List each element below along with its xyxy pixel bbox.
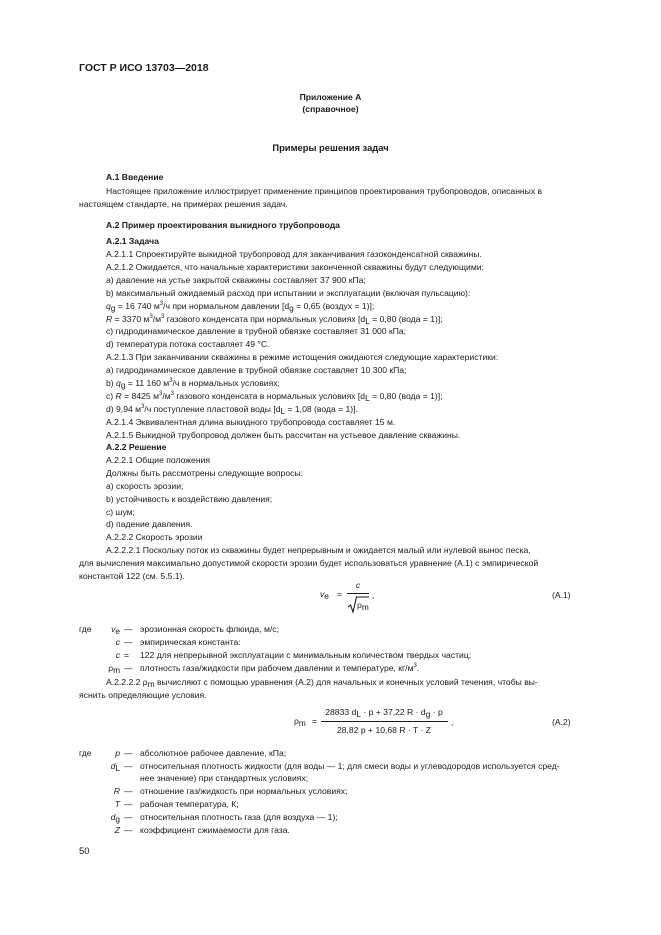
a212-item-c: c) гидродинамическое давление в трубной обвязке составляет 31 000 кПа;: [106, 326, 407, 336]
text: = 8425 м: [121, 391, 159, 401]
text: газового конденсата при нормальных условиях [d: [164, 314, 366, 324]
subscript: g: [120, 380, 126, 390]
subscript: m: [298, 718, 306, 728]
symbol: q: [116, 378, 121, 388]
text: 28833 d: [325, 707, 357, 717]
subscript: e: [115, 626, 120, 636]
a214-text: А.2.1.4 Эквивалентная длина выкидного трубопровода составляет 15 м.: [106, 417, 396, 427]
subscript: g: [425, 709, 431, 719]
where-symbol: [100, 825, 120, 836]
where-dash: —: [124, 799, 133, 809]
subscript: L: [115, 763, 120, 773]
text: = 11 160 м: [125, 378, 170, 388]
where-symbol: [100, 799, 120, 810]
where-symbol: [100, 663, 120, 674]
a221-item-c: c) шум;: [106, 507, 135, 517]
where-text: плотность газа/жидкости при рабочем давлении и температуре, $кг/м^3$.: [140, 663, 420, 673]
text: · p + 37,22 R · d: [360, 707, 426, 717]
where-text: коэффициент сжимаемости для газа.: [140, 825, 290, 835]
a2221-line3: константой 122 (см. 5.5.1).: [79, 571, 185, 581]
where-text: эрозионная скорость флюида, м/с;: [140, 624, 279, 634]
where-text-continued: нее значение) при стандартных условиях;: [140, 773, 309, 783]
eq-a1-fraction-bar: [347, 593, 369, 594]
text: = 0,65 (воздух = 1)];: [293, 301, 375, 311]
where-dash: —: [124, 663, 133, 673]
eq-a1-label: (А.1): [552, 590, 571, 600]
subscript: e: [324, 591, 329, 601]
where-pre: где: [79, 748, 92, 758]
symbol: v: [111, 624, 116, 634]
a213-item-c: c) R = 8425 $м^3/м^3$ газового конденсата в нормальных условиях [dL = 0,80 (вода = 1)];: [106, 391, 443, 403]
eq-a2-fraction-bar: [321, 721, 448, 722]
text: = 1,08 (вода = 1)].: [285, 404, 358, 414]
eq-a2-equals: =: [312, 716, 318, 726]
text: = 16 740 м: [115, 301, 160, 311]
a2221-line1: А.2.2.2.1 Поскольку поток из скважины будет непрерывным и ожидается малый или нулевой вынос песка,: [106, 545, 531, 555]
symbol: T: [114, 799, 120, 809]
where-dash: —: [124, 761, 133, 771]
appendix-heading: Примеры решения задач: [272, 142, 389, 153]
symbol: d: [110, 761, 116, 771]
a2222-line2: яснить определяющие условия.: [79, 690, 207, 700]
where-dash: =: [124, 650, 130, 660]
text: c): [106, 391, 116, 401]
eq-a1-denominator: [357, 600, 369, 610]
subscript: g: [110, 303, 116, 313]
eq-a2-numerator: [320, 707, 448, 717]
subscript: g: [115, 814, 120, 824]
text: = 0,80 (вода = 1)];: [369, 314, 443, 324]
a221-item-b: b) устойчивость к воздействию давления;: [106, 494, 273, 504]
a212-text: А.2.1.2 Ожидается, что начальные характеристики законченной скважины будут следующими:: [106, 262, 484, 272]
text: плотность газа/жидкости при рабочем давлении и температуре, кг/м: [140, 663, 414, 673]
text: = 3370 м: [112, 314, 150, 324]
a2221-line2: для вычисления максимально допустимой скорости эрозии будет использоваться уравнение (А.1) с эмпирической: [79, 558, 539, 568]
appendix-title: Приложение А: [299, 92, 362, 102]
eq-a2-tail: ,: [451, 717, 454, 727]
where-symbol: [100, 637, 120, 648]
a211-text: А.2.1.1 Спроектируйте выкидной трубопровод для заканчивания газоконденсатной скважины.: [106, 249, 482, 259]
subscript: m: [361, 602, 369, 612]
symbol: p: [115, 748, 120, 758]
text: /ч в нормальных условиях;: [172, 378, 280, 388]
where-text: эмпирическая константа:: [140, 637, 241, 647]
section-a21-title: А.2.1 Задача: [106, 236, 159, 246]
a2222-line1: [106, 677, 538, 688]
where-text: отношение газ/жидкость при нормальных условиях;: [140, 786, 348, 796]
symbol: ρ: [108, 663, 114, 673]
appendix-subtitle: (справочное): [302, 104, 359, 114]
text: газового конденсата в нормальных условиях [d: [173, 391, 366, 401]
symbol: ρ: [142, 677, 148, 687]
a213-item-d: d) 9,94 $м^3/ч$ поступление пластовой воды [dL = 1,08 (вода = 1)].: [106, 404, 358, 416]
eq-a1-equals: =: [337, 589, 343, 599]
text: /м: [152, 314, 162, 324]
symbol: R: [115, 391, 122, 401]
symbol: R: [113, 786, 120, 796]
where-dash: —: [124, 624, 133, 634]
text: · p: [430, 707, 443, 717]
subscript: m: [113, 665, 120, 675]
subscript: m: [147, 679, 155, 689]
where-text: относительная плотность газа (для воздуха — 1);: [140, 812, 338, 822]
eq-a1-lhs: [320, 589, 329, 599]
text: b): [106, 378, 117, 388]
where-dash: —: [124, 812, 133, 822]
a221-item-d: d) падение давления.: [106, 519, 193, 529]
where-pre: где: [79, 624, 92, 634]
symbol: R: [106, 314, 113, 324]
where-symbol: [100, 812, 120, 823]
a1-paragraph-line1: Настоящее приложение иллюстрирует применение принципов проектирования трубопроводов, описанных в: [106, 186, 543, 196]
where-dash: —: [124, 637, 133, 647]
section-a1-title: А.1 Введение: [106, 172, 164, 182]
section-a2-title: А.2 Пример проектирования выкидного трубопровода: [106, 220, 340, 230]
a221-paragraph: Должны быть рассмотрены следующие вопросы:: [106, 468, 303, 478]
eq-a1-numerator: c: [355, 580, 361, 590]
section-a22-title: А.2.2 Решение: [106, 442, 167, 452]
eq-a1-tail: ,: [372, 590, 375, 600]
symbol: q: [106, 301, 111, 311]
where-symbol: [100, 650, 120, 661]
text: = 0,80 (вода = 1)];: [369, 391, 443, 401]
subscript: L: [356, 709, 361, 719]
where-dash: —: [124, 825, 133, 835]
symbol: ρ: [357, 600, 362, 610]
text: /ч поступление пластовой воды [d: [144, 404, 281, 414]
symbol: d: [110, 812, 116, 822]
where-text: абсолютное рабочее давление, кПа;: [140, 748, 287, 758]
standard-header: ГОСТ Р ИСО 13703—2018: [79, 62, 209, 74]
a213-item-b: b) qg = 11 160 $м^3/ч$ в нормальных условиях;: [106, 378, 280, 390]
text: А.2.2.2.2: [106, 677, 143, 687]
a212-item-a: а) давление на устье закрытой скважины составляет 37 900 кПа;: [106, 275, 366, 285]
symbol: c: [115, 637, 120, 647]
where-dash: —: [124, 786, 133, 796]
eq-a2-label: (А.2): [552, 717, 571, 727]
a221-item-a: а) скорость эрозии;: [106, 481, 184, 491]
where-symbol: [100, 786, 120, 797]
where-dash: —: [124, 748, 133, 758]
eq-a2-lhs: [294, 716, 306, 726]
a213-text: А.2.1.3 При заканчивании скважины в режиме истощения ожидаются следующие характеристики:: [106, 352, 499, 362]
text: /м: [162, 391, 171, 401]
eq-a2-denominator: 28,82 p + 10,68 R · T · Z: [336, 725, 432, 735]
a215-text: А.2.1.5 Выкидной трубопровод должен быть рассчитан на устьевое давление скважины.: [106, 430, 461, 440]
symbol: Z: [114, 825, 120, 835]
where-text: 122 для непрерывной эксплуатации с минимальным количеством твердых частиц;: [140, 650, 472, 660]
a1-paragraph-line2: настоящем стандарте, на примерах решения задач.: [79, 199, 288, 209]
where-symbol: [100, 761, 120, 772]
where-symbol: [100, 748, 120, 759]
a212-item-b: b) максимальный ожидаемый расход при испытании и эксплуатации (включая пульсацию):: [106, 288, 471, 298]
a212-item-d: d) температура потока составляет 49 °С.: [106, 339, 270, 349]
text: d) 9,94 м: [106, 404, 142, 414]
where-text: относительная плотность жидкости (для воды — 1; для смеси воды и углеводородов используется сред-: [140, 761, 560, 771]
symbol: ρ: [294, 716, 299, 726]
symbol: c: [115, 650, 120, 660]
where-text: рабочая температура, К;: [140, 799, 239, 809]
a222-title: А.2.2.2 Скорость эрозии: [106, 532, 203, 542]
text: вычисляют с помощью уравнения (А.2) для начальных и конечных условий течения, чтобы вы-: [154, 677, 538, 687]
a213-item-a: а) гидродинамическое давление в трубной обвязке составляет 10 300 кПа;: [106, 365, 407, 375]
symbol: v: [320, 589, 325, 599]
page-number: 50: [79, 846, 90, 857]
a221-title: А.2.2.1 Общие положения: [106, 455, 211, 465]
where-symbol: [100, 624, 120, 635]
a212-gas-ratio: R = 3370 $м^3/м^3$ газового конденсата при нормальных условиях [dL = 0,80 (вода = 1)];: [106, 314, 443, 326]
text: /ч при нормальном давлении [d: [163, 301, 290, 311]
a212-flow-rate: qg = 16 740 $м^3/ч$ при нормальном давлении [dg = 0,65 (воздух = 1)];: [106, 301, 375, 313]
